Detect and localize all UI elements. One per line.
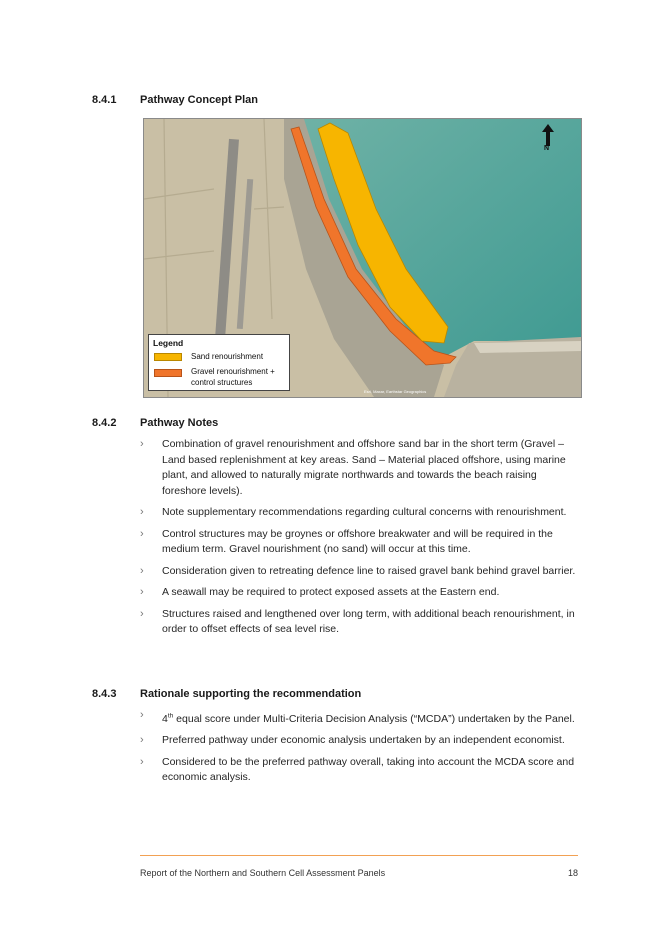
- footer-report-title: Report of the Northern and Southern Cell Assessment Panels: [140, 868, 386, 878]
- list-item-text: Combination of gravel renourishment and offshore sand bar in the short term (Gravel – Land based replenishment at key areas. Sand – Material placed offshore, using marine plant, and allowed to naturally migrate northwards and towards the beach raising foreshore levels).: [162, 438, 566, 497]
- legend-label-gravel-line2: control structures: [191, 378, 253, 387]
- section-number: 8.4.1: [92, 94, 117, 106]
- section-heading-pathway-notes: [92, 417, 218, 429]
- section-number: 8.4.2: [92, 417, 117, 429]
- list-item-text: Structures raised and lengthened over long term, with additional beach renourishment, in order to offset effects of sea level rise.: [162, 607, 575, 635]
- list-item: [140, 527, 580, 558]
- list-item: [140, 437, 580, 499]
- legend-title: Legend: [153, 338, 184, 348]
- rationale-list: [140, 708, 580, 792]
- list-item: [140, 755, 580, 786]
- legend-label-sand: Sand renourishment: [191, 352, 264, 361]
- page-number: 18: [567, 868, 578, 878]
- map-attribution: Esri, Maxar, Earthstar Geographics: [364, 389, 427, 394]
- map-legend: [148, 334, 290, 391]
- ordinal-number: 4: [162, 712, 168, 725]
- list-item: [140, 564, 580, 580]
- ordinal-suffix: th: [167, 712, 174, 719]
- list-item-text: Note supplementary recommendations regarding cultural concerns with renourishment.: [162, 506, 567, 518]
- section-number: 8.4.3: [92, 688, 117, 700]
- chevron-right-icon: ›: [140, 734, 144, 746]
- chevron-right-icon: ›: [140, 607, 144, 620]
- list-item: [140, 585, 580, 601]
- section-title: Rationale supporting the recommendation: [140, 688, 362, 700]
- list-item-text: A seawall may be required to protect exposed assets at the Eastern end.: [162, 586, 500, 598]
- north-arrow: [541, 124, 555, 156]
- pathway-notes-list: [140, 437, 580, 644]
- chevron-right-icon: ›: [140, 755, 144, 768]
- legend-label-gravel-line1: Gravel renourishment +: [191, 367, 275, 376]
- chevron-right-icon: ›: [140, 709, 144, 721]
- section-heading-concept-plan: [92, 94, 258, 106]
- chevron-right-icon: ›: [140, 506, 144, 518]
- legend-swatch-sand: [154, 353, 182, 361]
- list-item: [140, 505, 580, 521]
- list-item-text: Consideration given to retreating defence line to raised gravel bank behind gravel barrier.: [162, 564, 576, 577]
- chevron-right-icon: ›: [140, 564, 144, 577]
- section-title: Pathway Concept Plan: [140, 94, 258, 106]
- list-item-text: Control structures may be groynes or offshore breakwater and will be required in the medium term. Gravel nourishment (no sand) will occur at this time.: [162, 527, 553, 555]
- list-item-text: Considered to be the preferred pathway overall, taking into account the MCDA score and economic analysis.: [162, 755, 575, 783]
- list-item-rest: equal score under Multi-Criteria Decision Analysis (“MCDA”) undertaken by the Panel.: [173, 712, 575, 725]
- section-heading-rationale: [92, 688, 361, 700]
- north-arrow-icon: [541, 124, 555, 146]
- section-title: Pathway Notes: [140, 417, 219, 429]
- legend-swatch-gravel: [154, 369, 182, 377]
- list-item: [140, 733, 580, 749]
- footer-divider: [140, 855, 578, 856]
- chevron-right-icon: ›: [140, 586, 144, 598]
- north-label: N: [544, 145, 550, 152]
- list-item-text: Preferred pathway under economic analysis undertaken by an independent economist.: [162, 734, 565, 746]
- list-item-text: [162, 713, 575, 725]
- list-item: [140, 607, 580, 638]
- list-item: [140, 708, 580, 727]
- chevron-right-icon: ›: [140, 438, 144, 450]
- chevron-right-icon: ›: [140, 527, 144, 540]
